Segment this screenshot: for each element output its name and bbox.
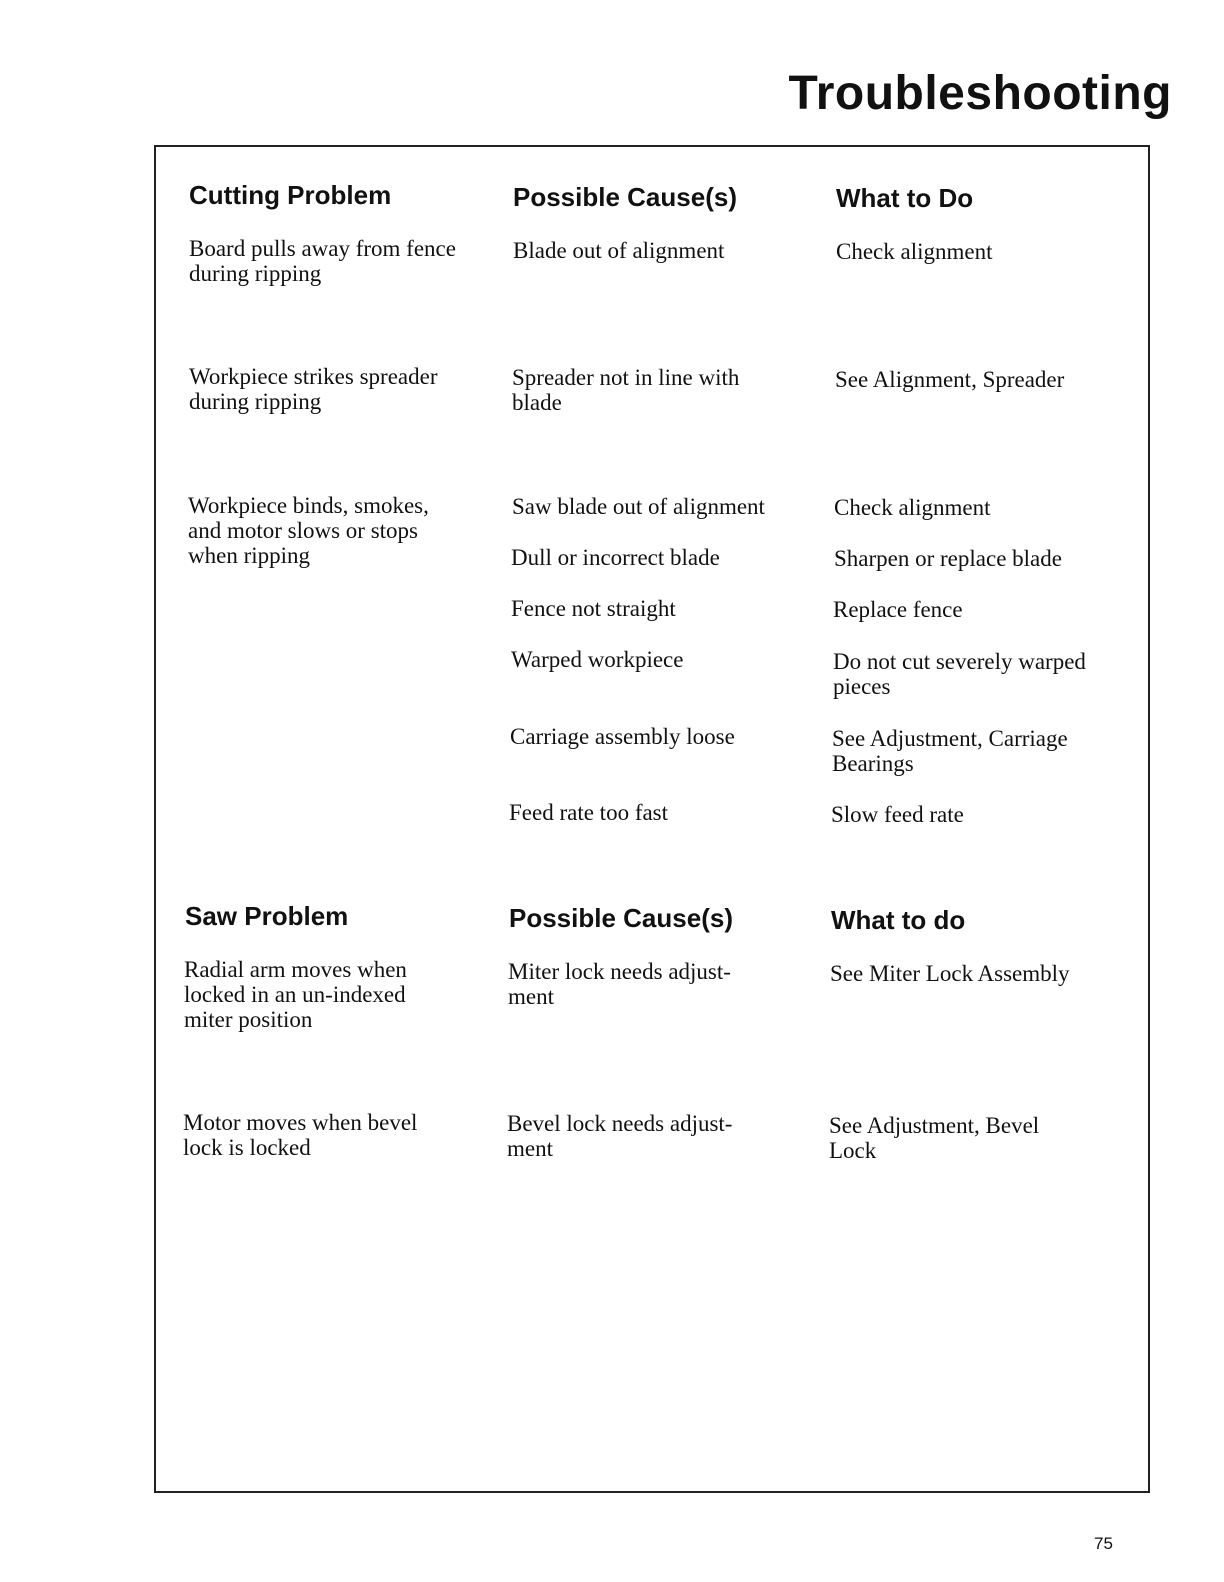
cutting-row-1-action: Check alignment <box>836 239 993 264</box>
page-title: Troubleshooting <box>788 67 1172 120</box>
saw-row-1-problem: Radial arm moves when locked in an un-indexed miter position <box>184 957 407 1032</box>
saw-row-1-cause: Miter lock needs adjust- ment <box>508 959 731 1009</box>
cutting-row-3-action-3: Replace fence <box>833 597 963 622</box>
cutting-row-2-cause: Spreader not in line with blade <box>512 365 740 415</box>
saw-row-1-action: See Miter Lock Assembly <box>830 961 1070 986</box>
cutting-row-3-action-2: Sharpen or replace blade <box>834 546 1062 571</box>
cutting-row-3-cause-4: Warped workpiece <box>511 647 684 672</box>
saw-row-2-action: See Adjustment, Bevel Lock <box>829 1113 1040 1163</box>
cutting-row-3-cause-1: Saw blade out of alignment <box>512 494 765 519</box>
cutting-row-2-problem: Workpiece strikes spreader during ripping <box>189 364 438 414</box>
cutting-row-3-cause-6: Feed rate too fast <box>509 800 669 825</box>
saw-cause-header: Possible Cause(s) <box>509 903 733 933</box>
cutting-action-header: What to Do <box>836 183 974 213</box>
cutting-row-3-cause-5: Carriage assembly loose <box>510 724 735 749</box>
cutting-row-3-action-1: Check alignment <box>834 495 991 520</box>
saw-row-2-problem: Motor moves when bevel lock is locked <box>183 1110 418 1160</box>
cutting-row-1-cause: Blade out of alignment <box>513 238 725 263</box>
page-number: 75 <box>1094 1534 1113 1553</box>
cutting-row-2-action: See Alignment, Spreader <box>835 367 1065 392</box>
cutting-row-3-action-4: Do not cut severely warped pieces <box>833 649 1086 699</box>
cutting-problem-header: Cutting Problem <box>189 180 392 210</box>
saw-problem-header: Saw Problem <box>185 901 349 931</box>
cutting-row-3-action-5: See Adjustment, Carriage Bearings <box>832 726 1068 776</box>
cutting-row-3-problem: Workpiece binds, smokes, and motor slows or stops when ripping <box>188 493 429 568</box>
cutting-row-1-problem: Board pulls away from fence during ripping <box>189 236 456 286</box>
saw-row-2-cause: Bevel lock needs adjust- ment <box>507 1111 733 1161</box>
saw-action-header: What to do <box>831 905 966 935</box>
cutting-row-3-cause-3: Fence not straight <box>511 596 676 621</box>
cutting-row-3-action-6: Slow feed rate <box>831 802 964 827</box>
cutting-row-3-cause-2: Dull or incorrect blade <box>511 545 720 570</box>
cutting-cause-header: Possible Cause(s) <box>513 182 737 212</box>
